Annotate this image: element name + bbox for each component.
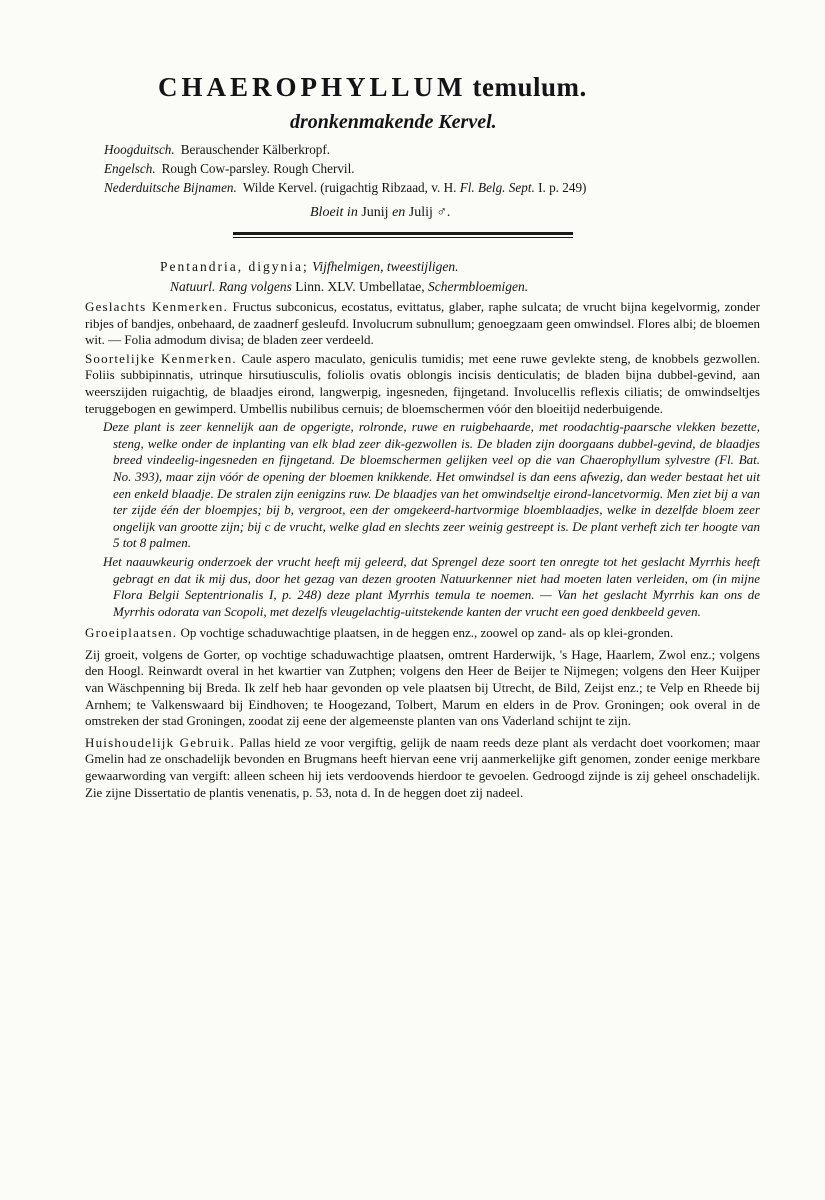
- bloom-conjunction: en: [392, 205, 406, 220]
- classification-linnaean: [160, 257, 680, 277]
- divider-thin: [233, 237, 573, 238]
- section-text: Caule aspero maculato, geniculis tumidis; met eene ruwe gevlekte steng, de knobbels gezwollen. Foliis subbipinnatis, utrinque hirsutiusculis, foliolis ovatis oblongis incisis denticulatis; de bladen bijna dubbel-gevind, aan weerszijden ruigachtig, de blaadjes eirond, langwerpig, ingesneden, fijngetand. Involucellis reflexis ciliatis; de omwindseltjes teruggebogen en gewimperd. Umbellis nubilibus cernuis; de bloemschermen vóór den bloeitijd nederbuigende.: [85, 350, 760, 416]
- household-use: [85, 735, 760, 801]
- genus-characters: [85, 299, 760, 349]
- section-text: Op vochtige schaduwachtige plaatsen, in de heggen enz., zoowel op zand- als op klei-gronden.: [180, 625, 674, 641]
- class-dutch: Vijfhelmigen, tweestijligen.: [312, 259, 459, 274]
- natural-rank-label: Natuurl. Rang volgens: [170, 279, 292, 294]
- bloom-prefix: Bloeit in: [310, 205, 358, 220]
- classification-natural: [170, 277, 680, 297]
- name-language: Hoogduitsch.: [104, 142, 175, 157]
- species-characters: [85, 351, 760, 417]
- page-subtitle: dronkenmakende Kervel.: [290, 111, 497, 133]
- section-heading: Groeiplaatsen.: [85, 625, 178, 641]
- name-row-german: [104, 140, 744, 159]
- section-heading: Geslachts Kenmerken.: [85, 299, 228, 314]
- name-text: Berauschender Kälberkropf.: [180, 142, 331, 157]
- flowering-line: [310, 203, 450, 223]
- class-latin: Pentandria, digynia;: [160, 259, 309, 274]
- natural-rank-dutch: Schermbloemigen.: [427, 279, 529, 294]
- vernacular-names: [104, 140, 744, 197]
- section-text: Pallas hield ze voor vergiftig, gelijk de naam reeds deze plant als verdacht doet voorkomen; maar Gmelin had ze onschadelijk bevonden en Brugmans heeft hiervan eene vrij aanmerkelijke gift genomen, zonder eenige merkbare gewaarwording van vergift: alleen scheen hij iets verdoovends hierdoor te gevoelen. Gedroogd zijnde is zij geheel onschadelijk. Zie zijne Dissertatio de plantis venenatis, p. 53, nota d. In de heggen doet zij nadeel.: [85, 734, 760, 800]
- classification: [160, 257, 680, 297]
- title-species: temulum.: [472, 72, 587, 102]
- section-heading: Huishoudelijk Gebruik.: [85, 734, 236, 750]
- name-language: Engelsch.: [104, 161, 156, 176]
- description-body: [85, 299, 760, 801]
- biennial-symbol: ♂.: [436, 205, 451, 220]
- bloom-month-1: Junij: [361, 205, 389, 220]
- page-title: [158, 70, 678, 104]
- title-genus: CHAEROPHYLLUM: [158, 72, 467, 102]
- bloom-month-2: Julij: [408, 205, 433, 220]
- description-note: Deze plant is zeer kennelijk aan de opgerigte, rolronde, ruwe en ruigbehaarde, met roodachtig-paarsche vlekken bezette, steng, welke onder de inplanting van elk blad zeer dik-gezwollen is. De bladen zijn doorgaans dubbel-gevind, de blaadjes breed vindeelig-ingesneden en fijngetand. De bloemschermen gelijken veel op die van Chaerophyllum sylvestre (Fl. Bat. No. 393), maar zijn vóór de opening der bloemen knikkende. Het omwindsel is dan eens afwezig, dan weder bestaat het uit een enkeld blaadje. De stralen zijn eenigzins ruw. De blaadjes van het omwindseltje eirond-lancetvormig. Men ziet bij a van ter zijde één der bloempjes; bij b, vergroot, een der omgekeerd-hartvormige bloemblaadjes, welke in dezelfde bloem zeer ongelijk van grootte zijn; bij c de vrucht, welke glad en slechts zeer weinig gestreept is. De plant verheft zich ter hoogte van 5 tot 8 palmen.: [103, 419, 760, 551]
- name-source-page: I. p. 249): [538, 180, 587, 195]
- natural-rank-value: Linn. XLV. Umbellatae,: [295, 279, 425, 294]
- name-text: Wilde Kervel. (ruigachtig Ribzaad, v. H.: [242, 180, 457, 195]
- name-source: Fl. Belg. Sept.: [459, 180, 535, 195]
- section-text: Fructus subconicus, ecostatus, evittatus, glaber, raphe sulcata; de vrucht bijna kegelvormig, zonder ribjes of bandjes, onbehaard, de zaadnerf gesleufd. Involucrum subnullum; genoegzaam geen omwindsel. Flores albi; de bloemen wit. — Folia admodum divisa; de bladen zeer verdeeld.: [85, 299, 760, 348]
- name-text: Rough Cow-parsley. Rough Chervil.: [161, 161, 355, 176]
- divider-thick: [233, 232, 573, 235]
- habitat: [85, 625, 760, 642]
- name-row-english: [104, 159, 744, 178]
- distribution: Zij groeit, volgens de Gorter, op vochtige schaduwachtige plaatsen, omtrent Harderwijk, 's Hage, Haarlem, Zwol enz.; volgens den Hoogl. Reinwardt overal in het kwartier van Zutphen; volgens den Heer de Beijer te Nijmegen; volgens den Heer Kuijper van Wäschpenning bij Breda. Ik zelf heb haar gevonden op vele plaatsen bij Utrecht, de Bild, Zeijst enz.; te Velp en Rheede bij Arnhem; te Valkenswaard bij Eindhoven; te Hoogezand, Tolbert, Marum en elders in de Prov. Groningen; ook overal in de omstreken der stad Groningen, zoodat zij eene der algemeenste planten van ons Vaderland schijnt te zijn.: [85, 646, 760, 729]
- name-language: Nederduitsche Bijnamen.: [104, 180, 237, 195]
- taxonomy-note: Het naauwkeurig onderzoek der vrucht heeft mij geleerd, dat Sprengel deze soort ten onregte tot het geslacht Myrrhis heeft gebragt en dat ik mij dus, door het gezag van dezen grooten Natuurkenner niet had moeten laten verleiden, om (in mijne Flora Belgii Septentrionalis I, p. 248) deze plant Myrrhis temula te noemen. — Van het geslacht Myrrhis kan ons de Myrrhis odorata van Scopoli, met dezelfs vleugelachtig-uitstekende kanten der vrucht een goed denkbeeld geven.: [103, 553, 760, 619]
- section-heading: Soortelijke Kenmerken.: [85, 350, 237, 366]
- name-row-dutch: [104, 178, 744, 197]
